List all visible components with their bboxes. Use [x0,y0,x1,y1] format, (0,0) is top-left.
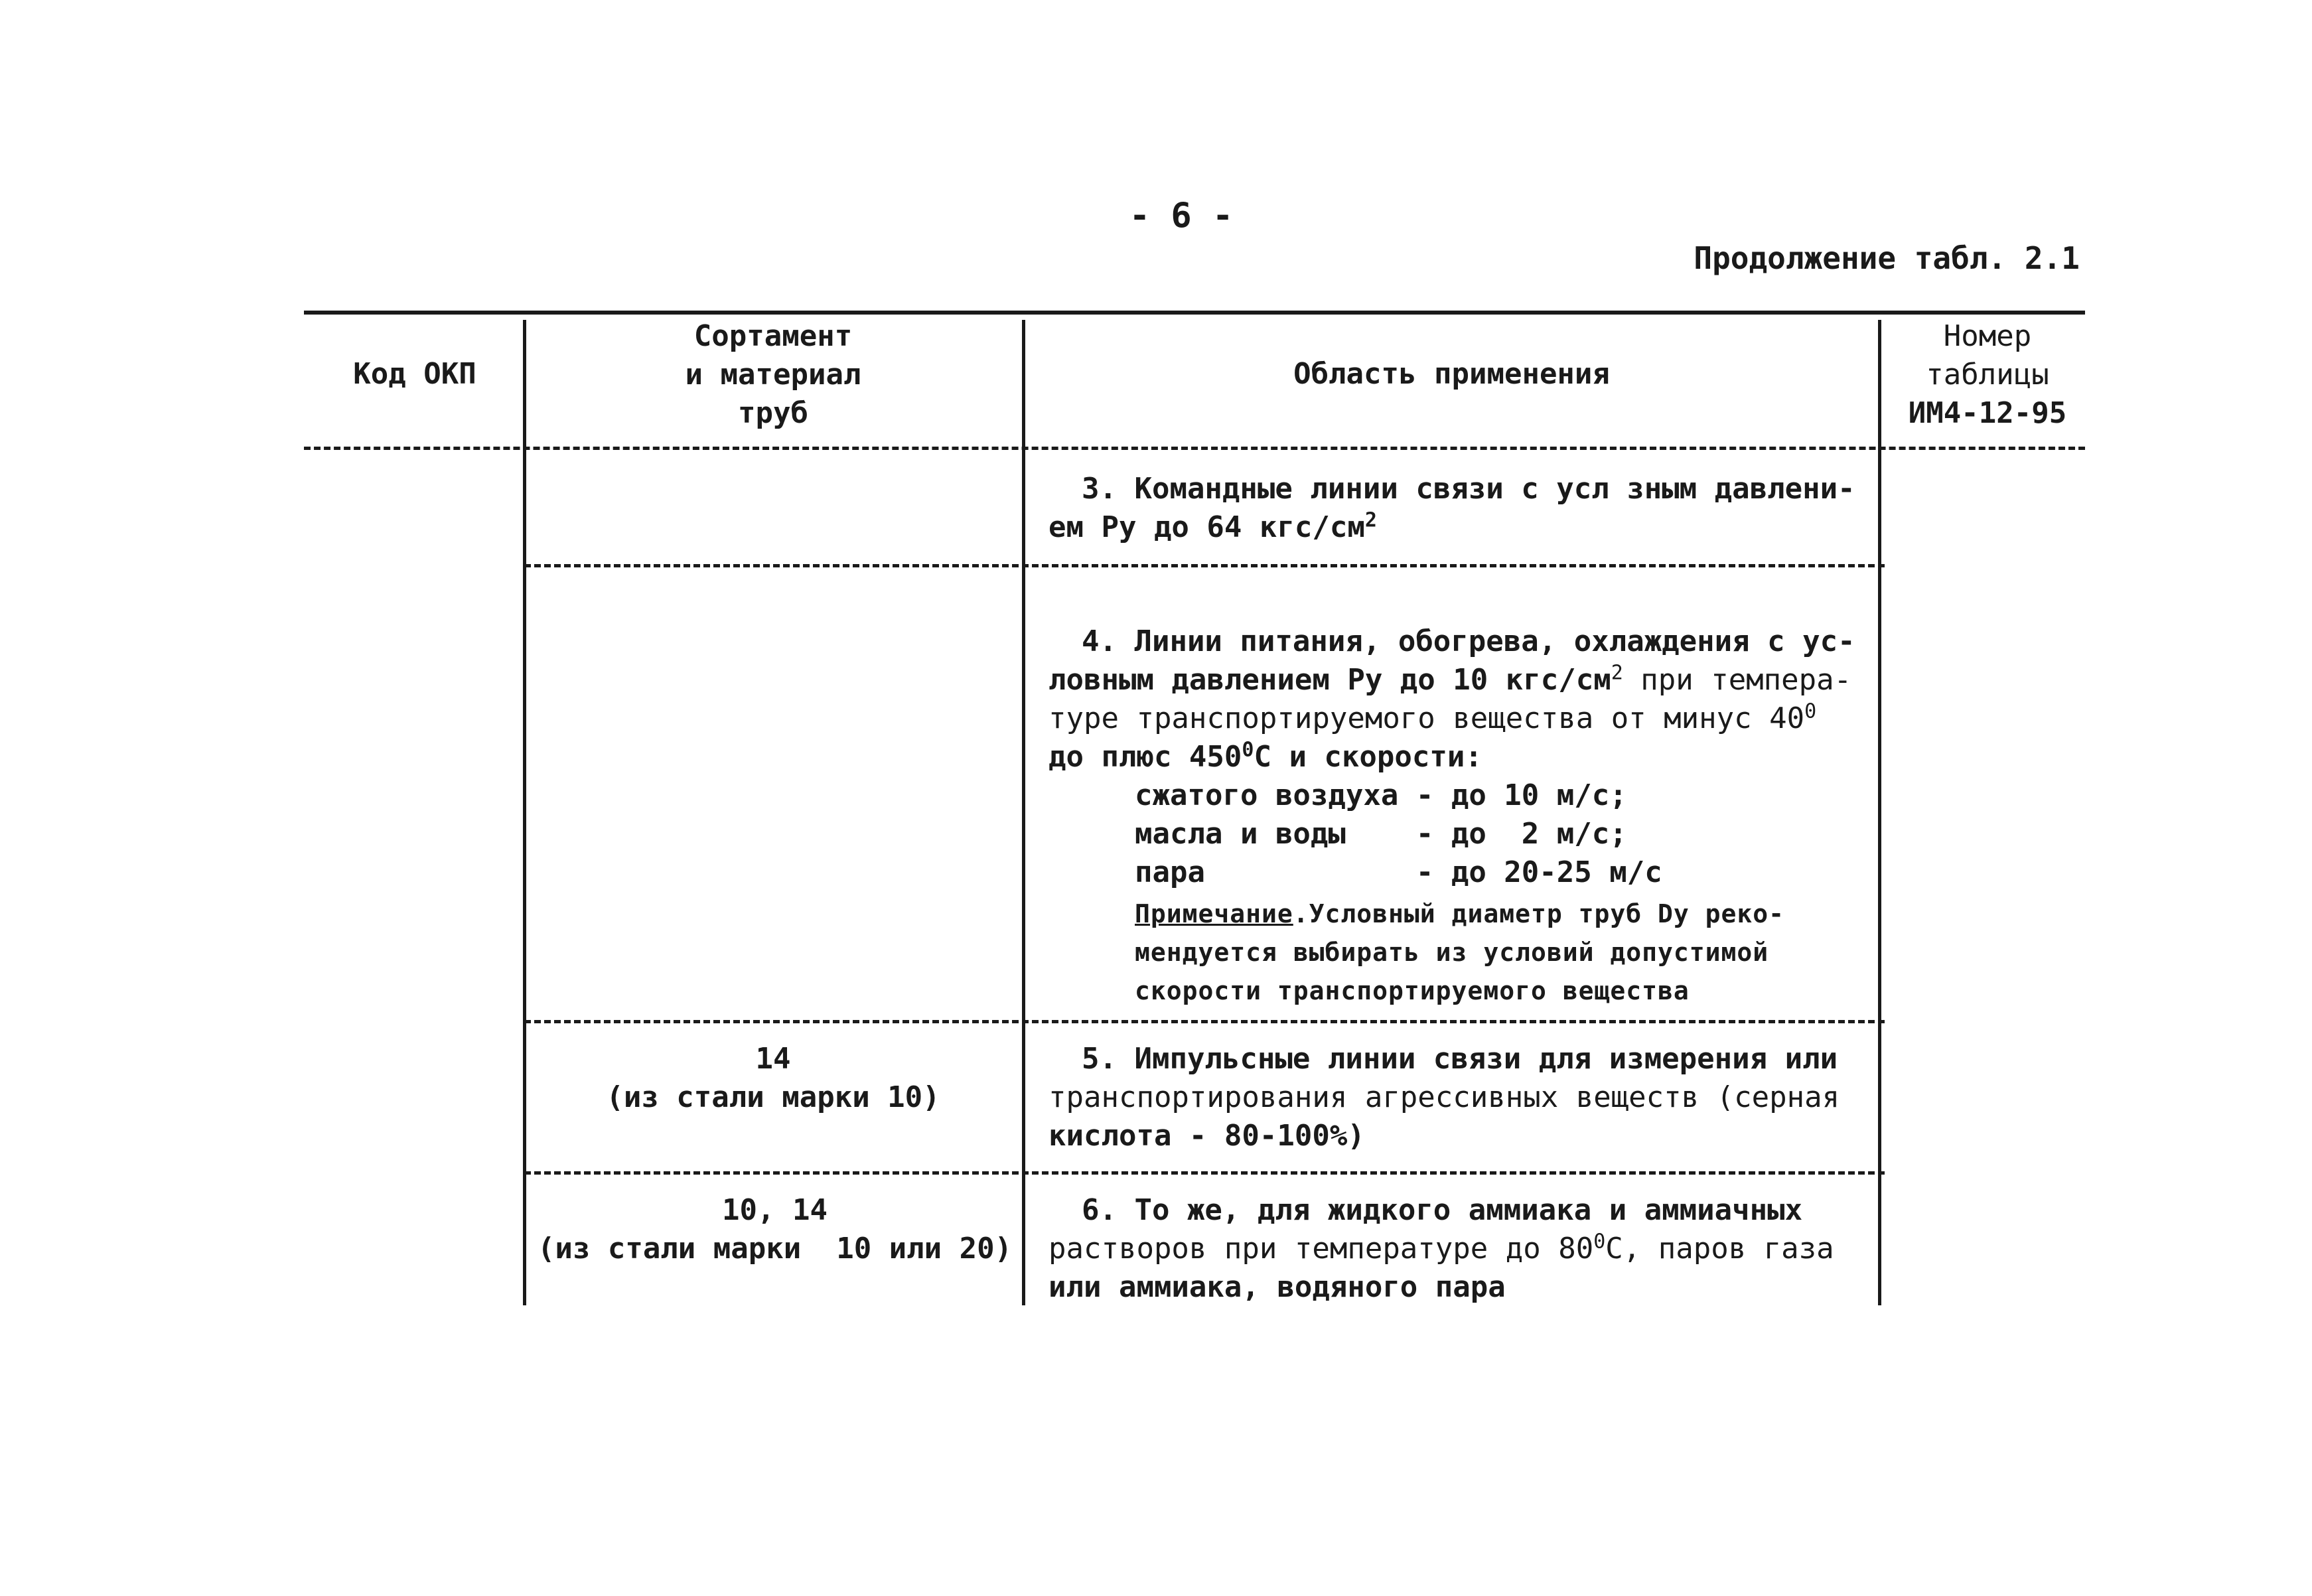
superscript: 2 [1364,508,1377,532]
application-line: 3. Командные линии связи с усл зным давлени- [1082,472,1855,506]
header-table-number [1888,317,2087,433]
note-line: скорости транспортируемого вещества [1135,976,1690,1005]
application-line: или аммиака, водяного пара [1048,1270,1506,1304]
application-text: ловным давлением Ру до 10 кгс/см [1048,663,1611,697]
table-top-rule [304,311,2085,315]
application-line: кислота - 80-100%) [1048,1119,1365,1153]
application-line: транспортирования агрессивных веществ (серная [1048,1080,1840,1114]
row-separator-rule [524,1020,1885,1023]
row-separator-rule [524,564,1885,567]
assortment-line: 14 [755,1042,791,1076]
column-divider [1022,320,1025,1305]
application-text: С, паров газа [1605,1232,1834,1266]
application-line [1048,738,1878,776]
table-row-5-assortment [531,1040,1015,1117]
table-continuation-caption: Продолжение табл. 2.1 [1694,240,2080,276]
superscript: 0 [1593,1230,1606,1254]
assortment-line: (из стали марки 10) [606,1080,940,1114]
table-row-6-assortment [528,1191,1022,1268]
header-application-area: Область применения [1293,357,1610,391]
page-number: - 6 - [1129,196,1234,236]
note-label: Примечание [1135,899,1293,928]
table-row-5-application [1048,1040,1878,1155]
header-assortment [531,317,1015,433]
application-text: растворов при температуре до 80 [1048,1232,1594,1266]
application-line [1048,699,1878,738]
header-okp-code: Код ОКП [353,357,476,391]
header-separator-rule [304,447,2085,450]
note-line [1048,895,1878,933]
row-separator-rule [524,1171,1885,1175]
table-row-4-application [1048,622,1878,1010]
speed-line: сжатого воздуха - до 10 м/с; [1135,778,1627,812]
header-assortment-line: Сортамент [693,319,853,353]
application-text: до плюс 450 [1048,740,1242,774]
application-text: при темпера- [1623,663,1852,697]
column-divider [1878,320,1881,1305]
speed-line: пара - до 20-25 м/с [1135,855,1662,889]
header-table-number-line: таблицы [1926,358,2049,392]
application-line: 5. Импульсные линии связи для измерения или [1082,1042,1838,1076]
superscript: 2 [1611,661,1623,685]
application-text: ем Ру до 64 кгс/см [1048,510,1365,544]
application-text: туре транспортируемого вещества от минус 40 [1048,701,1805,735]
header-table-number-line: Номер [1943,319,2032,353]
application-line [1048,661,1878,699]
application-line [1048,1230,1878,1268]
application-line: 6. То же, для жидкого аммиака и аммиачных [1082,1193,1803,1227]
note-text: .Условный диаметр труб Dу реко- [1293,899,1784,928]
table-row-3-application [1048,470,1878,547]
speed-line: масла и воды - до 2 м/с; [1135,817,1627,851]
superscript: 0 [1804,699,1817,723]
assortment-line: 10, 14 [722,1193,828,1227]
column-divider [523,320,526,1305]
header-table-number-line: ИМ4-12-95 [1908,396,2067,430]
note-line: мендуется выбирать из условий допустимой [1135,938,1769,967]
assortment-line: (из стали марки 10 или 20) [537,1232,1013,1266]
header-assortment-line: и материал [685,358,861,392]
table-row-6-application [1048,1191,1878,1307]
application-line: 4. Линии питания, обогрева, охлаждения с ус- [1082,624,1855,658]
header-assortment-line: труб [738,396,808,430]
superscript: 0 [1242,738,1254,762]
application-line [1048,508,1878,547]
application-text: С и скорости: [1254,740,1482,774]
